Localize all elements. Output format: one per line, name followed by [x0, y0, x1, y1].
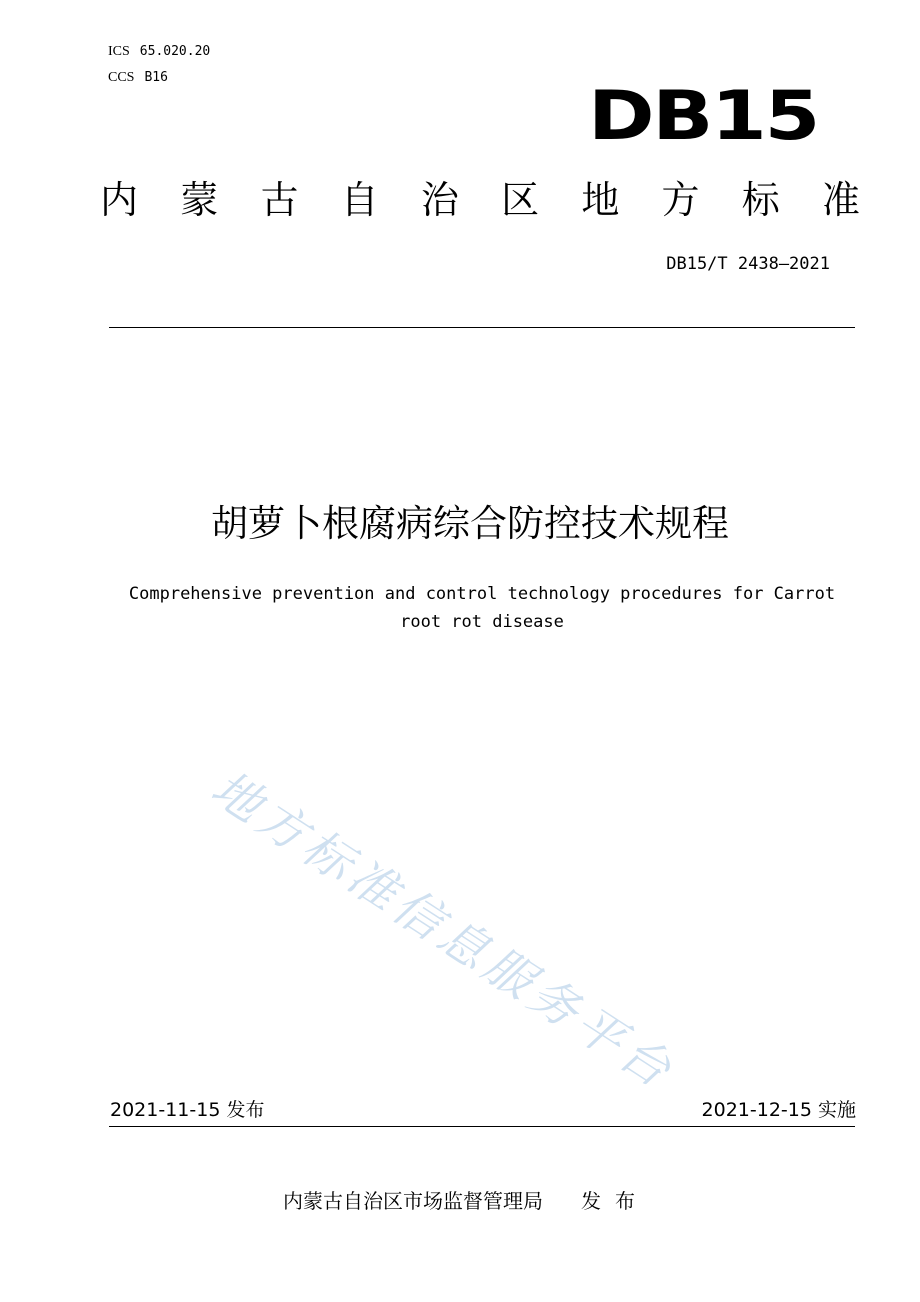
category-char: 内 — [100, 178, 139, 222]
db15-logo: DB15 — [588, 77, 818, 156]
implement-date: 2021-12-15 实施 — [701, 1099, 856, 1121]
category-char: 准 — [821, 178, 860, 222]
category-char: 方 — [661, 178, 700, 222]
ics-line — [108, 44, 210, 60]
ccs-value: B16 — [144, 70, 168, 85]
title-english: Comprehensive prevention and control technology procedures for Carrot root rot disease — [128, 584, 836, 632]
category-char: 区 — [501, 178, 540, 222]
top-divider — [109, 327, 855, 328]
publish-date: 2021-11-15 发布 — [110, 1099, 265, 1121]
category-char: 标 — [741, 178, 780, 222]
watermark: 地方标准信息服务平台 — [201, 760, 685, 1102]
bottom-divider — [109, 1126, 855, 1127]
title-chinese: 胡萝卜根腐病综合防控技术规程 — [211, 502, 729, 545]
category-char: 治 — [420, 178, 459, 222]
category-char: 古 — [260, 178, 299, 222]
ics-value: 65.020.20 — [139, 44, 211, 59]
category-char: 地 — [581, 178, 620, 222]
category-char: 蒙 — [180, 178, 219, 222]
standard-category — [100, 176, 860, 224]
issuer-name: 内蒙古自治区市场监督管理局 — [283, 1189, 543, 1213]
standard-code: DB15/T 2438—2021 — [666, 254, 830, 274]
category-char: 自 — [340, 178, 379, 222]
issuer-action: 发布 — [581, 1189, 649, 1213]
issuer-line — [0, 1188, 920, 1214]
ccs-line — [108, 70, 168, 86]
ics-label: ICS — [108, 44, 130, 59]
ccs-label: CCS — [108, 70, 135, 85]
